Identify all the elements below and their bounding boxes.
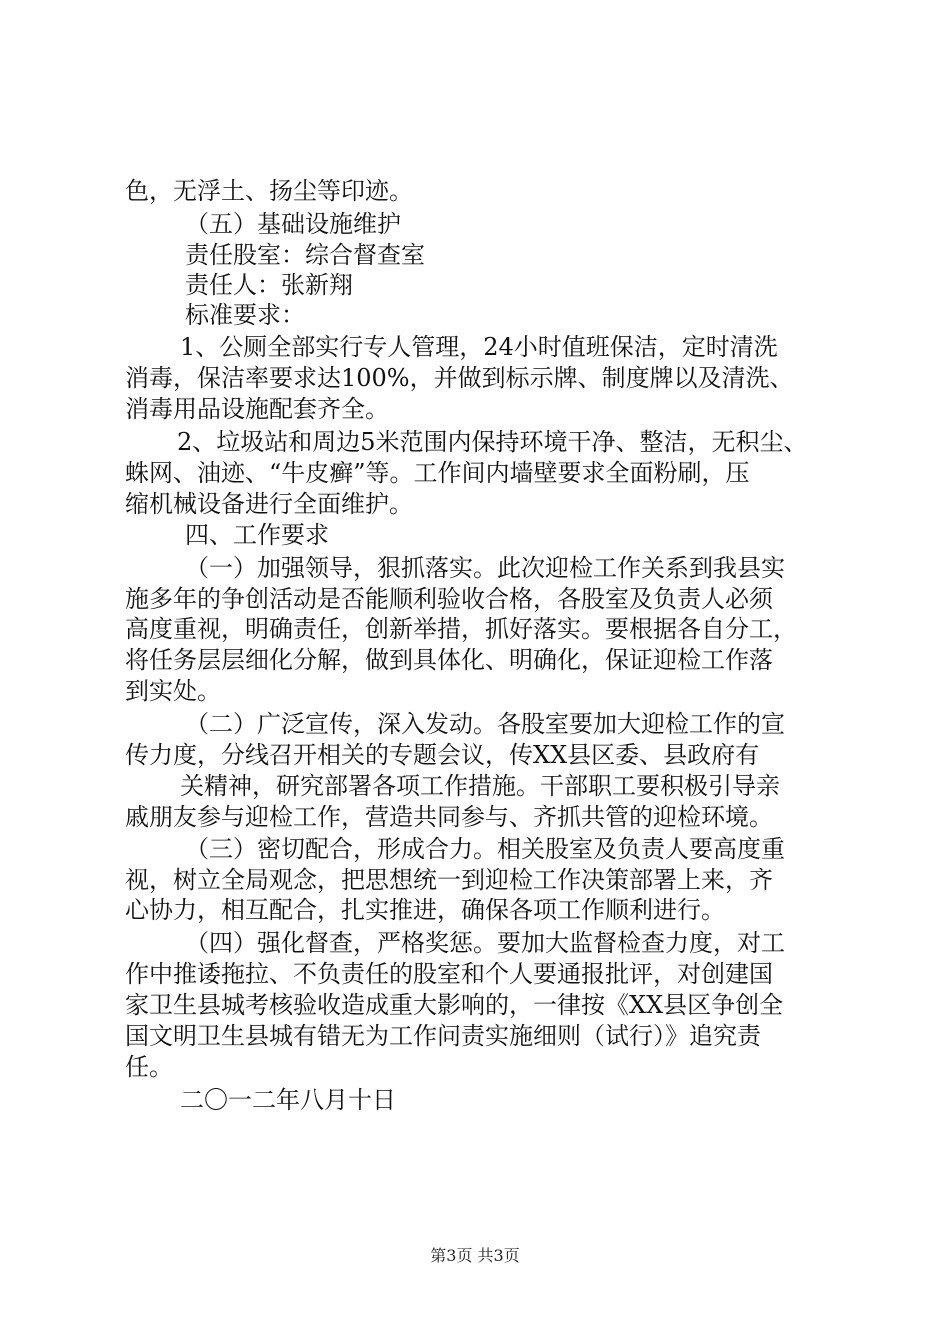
- text-line: 2、垃圾站和周边5米范围内保持环境干净、整洁，无积尘、: [177, 428, 808, 456]
- text-line: 视，树立全局观念，把思想统一到迎检工作决策部署上来，齐: [125, 866, 773, 894]
- text-line: 1、公厕全部实行专人管理，24小时值班保洁，定时清洗: [180, 333, 778, 361]
- text-line: 关精神，研究部署各项工作措施。干部职工要积极引导亲: [180, 772, 780, 800]
- text-line: 心协力，相互配合，扎实推进，确保各项工作顺利进行。: [125, 896, 725, 924]
- text-line: 缩机械设备进行全面维护。: [125, 490, 413, 518]
- text-line: 作中推诿拖拉、不负责任的股室和个人要通报批评，对创建国: [125, 960, 773, 988]
- text-line: （四）强化督查，严格奖惩。要加大监督检查力度，对工: [185, 929, 785, 957]
- text-line: 色，无浮土、扬尘等印迹。: [125, 177, 413, 205]
- document-date: 二〇一二年八月十日: [180, 1086, 396, 1114]
- text-line: （三）密切配合，形成合力。相关股室及负责人要高度重: [185, 835, 785, 863]
- text-line: 责任股室：综合督查室: [185, 241, 425, 269]
- text-line: 家卫生县城考核验收造成重大影响的，一律按《XX县区争创全: [125, 991, 784, 1019]
- text-line: 到实处。: [125, 677, 221, 705]
- text-line: 传力度，分线召开相关的专题会议，传XX县区委、县政府有: [125, 741, 760, 769]
- section-heading: 四、工作要求: [185, 521, 329, 549]
- text-line: 国文明卫生县城有错无为工作问责实施细则（试行）》追究责: [125, 1022, 761, 1050]
- text-line: 蛛网、油迹、“牛皮癣”等。工作间内墙壁要求全面粉刷，压: [125, 459, 750, 487]
- text-line: （一）加强领导，狠抓落实。此次迎检工作关系到我县实: [185, 554, 785, 582]
- text-line: 戚朋友参与迎检工作，营造共同参与、齐抓共管的迎检环境。: [125, 803, 773, 831]
- text-line: 责任人：张新翔: [185, 271, 353, 299]
- text-line: 任。: [125, 1053, 173, 1081]
- page-footer: 第3页 共3页: [430, 1246, 520, 1265]
- text-line: 高度重视，明确责任，创新举措，抓好落实。要根据各自分工，: [125, 615, 797, 643]
- text-line: 将任务层层细化分解，做到具体化、明确化，保证迎检工作落: [125, 646, 773, 674]
- text-line: 标准要求：: [185, 301, 305, 329]
- text-line: 消毒，保洁率要求达100%，并做到标示牌、制度牌以及清洗、: [125, 364, 794, 392]
- text-line: 施多年的争创活动是否能顺利验收合格，各股室及负责人必须: [125, 585, 773, 613]
- text-line: 消毒用品设施配套齐全。: [125, 395, 389, 423]
- text-line: （二）广泛宣传，深入发动。各股室要加大迎检工作的宣: [185, 710, 785, 738]
- section-heading: （五）基础设施维护: [185, 210, 401, 238]
